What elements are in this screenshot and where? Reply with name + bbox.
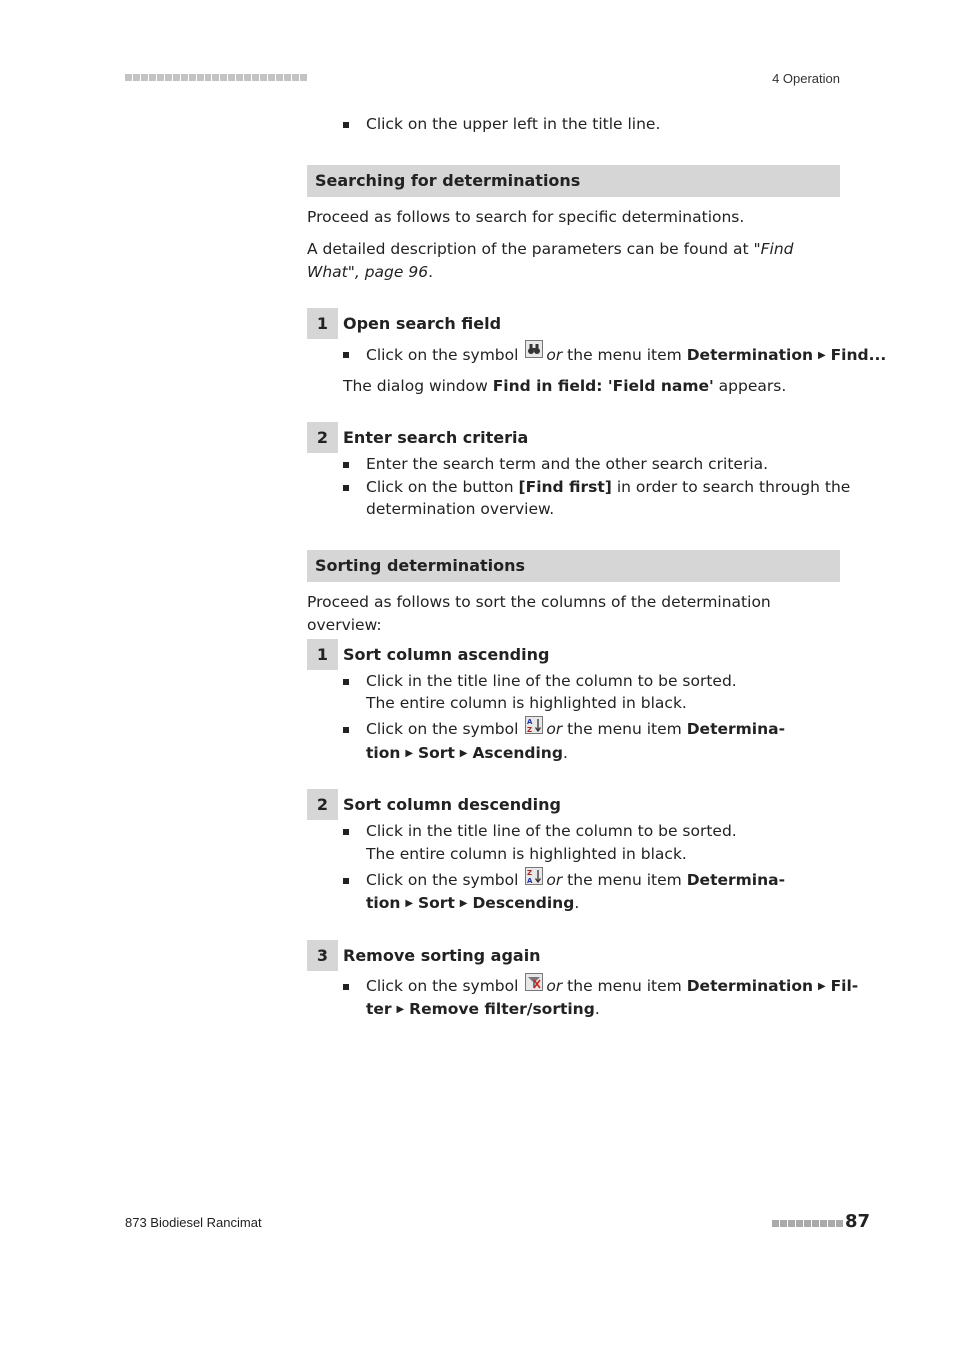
cross-reference-link[interactable]: "Find What", page 96 — [307, 240, 794, 281]
intro-bullet-text: Click on the upper left in the title line. — [366, 115, 661, 133]
svg-text:A: A — [527, 877, 533, 884]
step-number: 2 — [307, 422, 338, 453]
remove-sort-icon[interactable] — [525, 973, 543, 991]
svg-text:Z: Z — [527, 726, 533, 733]
search-paragraph-2: A detailed description of the parameters can be found at "Find What", page 96. — [307, 240, 794, 281]
bullet-marker — [343, 462, 349, 468]
svg-text:Z: Z — [527, 869, 533, 877]
footer-product-name: 873 Biodiesel Rancimat — [125, 1215, 262, 1230]
header-section-title: 4 Operation — [772, 71, 840, 86]
bullet-marker — [343, 878, 349, 884]
sort-descending-icon[interactable] — [525, 867, 543, 885]
section-heading-search: Searching for determinations — [307, 165, 840, 197]
step-result-text: The dialog window Find in field: 'Field name' appears. — [343, 377, 787, 395]
search-paragraph-1: Proceed as follows to search for specific determinations. — [307, 208, 745, 226]
svg-text:A: A — [527, 718, 533, 726]
bullet-marker — [343, 352, 349, 358]
step-bullet-text-continued: tion ▶ Sort ▶ Descending. — [366, 894, 580, 912]
bullet-marker — [343, 829, 349, 835]
bullet-marker — [343, 679, 349, 685]
step-bullet-text: Click on the symbol or the menu item Determination ▶ Find... — [366, 343, 886, 367]
step-title: Remove sorting again — [343, 946, 541, 965]
step-title: Open search field — [343, 314, 502, 333]
sort-paragraph-1: Proceed as follows to sort the columns of the determination overview: — [307, 593, 771, 634]
step-bullet-text: Click in the title line of the column to be sorted. — [366, 672, 737, 690]
footer-decoration — [772, 1220, 843, 1227]
bullet-marker — [343, 122, 349, 128]
step-number: 2 — [307, 789, 338, 820]
step-bullet-text-continued: determination overview. — [366, 500, 555, 518]
binoculars-icon[interactable] — [525, 340, 543, 358]
bullet-marker — [343, 485, 349, 491]
step-bullet-text: Click on the symbol or the menu item Determination ▶ Fil- — [366, 975, 858, 998]
step-bullet-text: Click on the symbol Z A or the menu item Determina- — [366, 869, 786, 889]
step-bullet-text-continued: The entire column is highlighted in black. — [366, 845, 687, 863]
bullet-marker — [343, 984, 349, 990]
step-title: Enter search criteria — [343, 428, 529, 447]
step-number: 1 — [307, 308, 338, 339]
step-number: 1 — [307, 639, 338, 670]
section-heading-sort: Sorting determinations — [307, 550, 840, 582]
step-bullet-text: Click on the button [Find first] in order to search through the — [366, 478, 851, 496]
step-bullet-text: Click on the symbol A Z or the menu item Determina- — [366, 718, 786, 738]
step-bullet-text-continued: The entire column is highlighted in black. — [366, 694, 687, 712]
step-bullet-text: Click in the title line of the column to be sorted. — [366, 822, 737, 840]
bullet-marker — [343, 727, 349, 733]
step-title: Sort column ascending — [343, 645, 550, 664]
step-bullet-text: Enter the search term and the other search criteria. — [366, 455, 769, 473]
header-decoration — [125, 74, 307, 82]
step-bullet-text-continued: tion ▶ Sort ▶ Ascending. — [366, 744, 568, 762]
step-bullet-text-continued: ter ▶ Remove filter/sorting. — [366, 1000, 600, 1018]
sort-ascending-icon[interactable] — [525, 716, 543, 734]
step-title: Sort column descending — [343, 795, 561, 814]
step-number: 3 — [307, 940, 338, 971]
page-number: 87 — [845, 1211, 871, 1232]
